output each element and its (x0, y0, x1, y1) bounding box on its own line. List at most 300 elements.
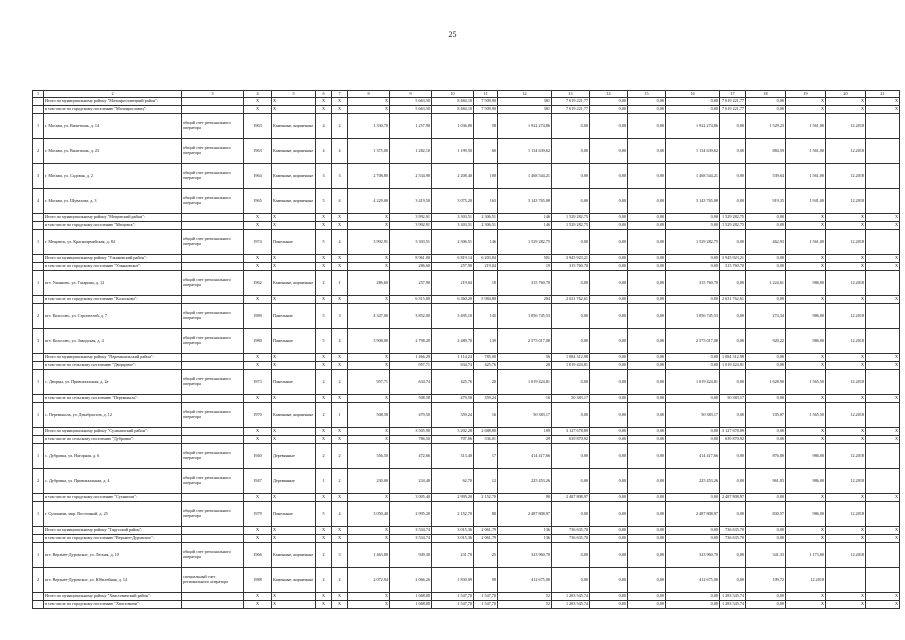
table-cell: X (332, 436, 348, 444)
table-cell: 2 (33, 469, 44, 494)
table-cell: 2 (332, 370, 348, 395)
table-cell: 3 143 765,08 (498, 189, 552, 214)
column-number: 14 (590, 91, 628, 98)
table-cell: 0,00 (590, 139, 628, 164)
table-cell: 0,00 (590, 263, 628, 271)
table-cell: 0,00 (720, 502, 746, 527)
table-cell: X (348, 263, 390, 271)
table-cell: X (316, 222, 332, 230)
table-cell: 2 575 017,08 (498, 329, 552, 354)
table-cell: 1 (33, 502, 44, 527)
table-cell: X (826, 494, 866, 502)
table-cell: X (348, 428, 390, 436)
table-cell: 7 509,90 (474, 106, 498, 114)
table-cell: в том числе по сельскому поселению "Дубровка": (44, 436, 182, 444)
table-cell: 1 468 544,21 (498, 164, 552, 189)
table-cell: Итого по муниципальному району "Мещовский район": (44, 214, 182, 222)
table-cell: X (244, 494, 272, 502)
table-cell: 0,00 (666, 106, 720, 114)
table-cell: 16 (498, 395, 552, 403)
table-cell: X (866, 98, 900, 106)
table-cell: X (316, 296, 332, 304)
table-cell: общий счет регионального оператора (182, 403, 244, 428)
table-cell: 0,00 (746, 527, 786, 535)
column-number: 19 (786, 91, 826, 98)
table-cell: 0,00 (552, 329, 590, 354)
table-cell: 257,90 (432, 263, 474, 271)
table-cell: X (272, 214, 316, 222)
table-cell: 919,35 (746, 189, 786, 214)
table-cell: 0,00 (628, 230, 666, 255)
table-cell: X (316, 255, 332, 263)
table-cell: 1 565,50 (786, 403, 826, 428)
table-cell: X (244, 263, 272, 271)
column-number: 12 (498, 91, 552, 98)
table-cell: 1 019 424,81 (666, 370, 720, 395)
table-cell: 323 960,70 (498, 543, 552, 568)
table-cell (182, 255, 244, 263)
table-cell: 1963 (244, 139, 272, 164)
table-cell: 0,00 (590, 494, 628, 502)
table-cell: 20 (474, 370, 498, 395)
table-cell: 0,00 (628, 354, 666, 362)
house-row (33, 370, 900, 395)
table-cell: 3 945 923,21 (552, 255, 590, 263)
table-cell: 80 (498, 494, 552, 502)
table-cell: Каменные, кирпичные (272, 403, 316, 428)
table-cell: 1 084 312,98 (552, 354, 590, 362)
table-cell: 0,00 (590, 601, 628, 609)
table-cell: X (866, 296, 900, 304)
table-cell: X (348, 296, 390, 304)
table-cell: 1 283 545,74 (720, 601, 746, 609)
table-cell: 381 (498, 98, 552, 106)
table-cell: 12.2018 (826, 370, 866, 395)
table-cell: 0,00 (628, 106, 666, 114)
table-cell: 1 561,00 (786, 164, 826, 189)
table-cell: 0,00 (552, 403, 590, 428)
table-cell: 0,00 (746, 106, 786, 114)
table-cell: 8 484,10 (432, 98, 474, 106)
table-cell: 0,00 (628, 601, 666, 609)
column-number: 3 (182, 91, 244, 98)
table-cell: X (786, 263, 826, 271)
table-cell: 8 961,00 (390, 255, 432, 263)
table-cell: специальный счет регионального оператора (182, 568, 244, 593)
table-cell: X (244, 222, 272, 230)
table-cell: 2 (33, 304, 44, 329)
table-cell: 0,00 (552, 189, 590, 214)
table-cell: 3 050,40 (348, 502, 390, 527)
table-cell: 0,00 (666, 296, 720, 304)
table-cell: 0,00 (590, 214, 628, 222)
table-cell (866, 444, 900, 469)
table-cell: X (348, 535, 390, 543)
table-cell: 3 945 923,21 (720, 255, 746, 263)
house-row (33, 329, 900, 354)
table-cell: X (316, 494, 332, 502)
table-cell: X (316, 436, 332, 444)
table-cell: г. Москва, ул. Шувалова, д. 3 (44, 189, 182, 214)
table-cell: 736 635,70 (552, 527, 590, 535)
column-number: 1 (33, 91, 44, 98)
table-cell: X (866, 214, 900, 222)
table-cell: Итого по муниципальному району "Ульяновский район": (44, 255, 182, 263)
table-cell: X (786, 296, 826, 304)
table-cell: 3 303,51 (390, 230, 432, 255)
table-cell: г. Сухиничи, мкр. Восточный, д. 25 (44, 502, 182, 527)
column-number: 21 (866, 91, 900, 98)
table-cell: 139 (474, 329, 498, 354)
table-cell: 1 547,70 (474, 601, 498, 609)
table-cell: Каменные, кирпичные (272, 271, 316, 296)
subtotal-row (33, 601, 900, 609)
table-cell: 472,66 (390, 444, 432, 469)
table-cell: X (272, 222, 316, 230)
table-cell: 2 152,70 (432, 502, 474, 527)
table-cell: Каменные, кирпичные (272, 543, 316, 568)
column-number: 6 (316, 91, 332, 98)
table-cell: 1 (33, 114, 44, 139)
table-cell: общий счет регионального оператора (182, 543, 244, 568)
table-cell: 0,00 (746, 222, 786, 230)
subtotal-row (33, 222, 900, 230)
table-cell: Деревянные (272, 469, 316, 494)
table-cell: 274,34 (746, 304, 786, 329)
table-cell: 0,00 (746, 362, 786, 370)
table-cell: X (316, 601, 332, 609)
column-number: 20 (826, 91, 866, 98)
table-cell: 1 330,70 (348, 114, 390, 139)
table-cell: 2 995,20 (390, 502, 432, 527)
table-cell: 986,00 (786, 444, 826, 469)
table-cell: Деревянные (272, 444, 316, 469)
table-cell: 2 306,51 (432, 230, 474, 255)
table-cell: X (866, 362, 900, 370)
table-cell: 986,00 (786, 329, 826, 354)
table-cell: X (866, 601, 900, 609)
table-cell: 1 257,90 (390, 114, 432, 139)
table-cell: Итого по муниципальному району "Тарусский район": (44, 527, 182, 535)
table-cell: 0,00 (746, 255, 786, 263)
column-number: 10 (432, 91, 474, 98)
table-cell: 2 (332, 469, 348, 494)
table-cell: 1 (33, 444, 44, 469)
table-cell: с. Дубровка, ул. Привокзальная, д. 4 (44, 469, 182, 494)
table-cell: X (244, 255, 272, 263)
table-cell: 0,00 (666, 494, 720, 502)
table-cell: общий счет регионального оператора (182, 502, 244, 527)
table-cell: 12.2018 (826, 114, 866, 139)
table-cell: 1974 (244, 230, 272, 255)
table-cell: 3 005,40 (390, 494, 432, 502)
table-cell: 0,00 (590, 354, 628, 362)
table-cell: X (826, 354, 866, 362)
table-cell: 4 (332, 329, 348, 354)
table-cell (182, 527, 244, 535)
table-cell: 0,00 (552, 230, 590, 255)
table-cell: 2 066,26 (390, 568, 432, 593)
table-cell: 0,00 (552, 444, 590, 469)
table-cell: X (332, 222, 348, 230)
table-cell: 1 668,00 (390, 593, 432, 601)
table-cell: 163 (474, 189, 498, 214)
table-cell: X (332, 527, 348, 535)
table-cell: 0,00 (720, 114, 746, 139)
table-cell: 0,00 (590, 114, 628, 139)
table-cell: 1947 (244, 469, 272, 494)
table-cell: 12.2018 (786, 568, 826, 593)
table-cell: 3 (33, 164, 44, 189)
table-cell: 0,00 (666, 436, 720, 444)
table-cell: 0,00 (590, 527, 628, 535)
table-cell: 1 565,50 (786, 370, 826, 395)
table-cell (33, 222, 44, 230)
table-cell: X (786, 436, 826, 444)
table-cell: 136 (498, 535, 552, 543)
table-cell: 5 (316, 230, 332, 255)
table-cell: 0,00 (628, 502, 666, 527)
table-cell: 3 015,36 (432, 527, 474, 535)
table-cell: X (316, 98, 332, 106)
table-cell: 136 (498, 527, 552, 535)
table-cell (182, 362, 244, 370)
table-cell: 957,71 (390, 362, 432, 370)
table-cell: 2 798,20 (390, 329, 432, 354)
table-cell: общий счет регионального оператора (182, 114, 244, 139)
table-cell: 0,00 (590, 304, 628, 329)
table-cell: 0,00 (746, 296, 786, 304)
table-cell: 1 283 545,74 (552, 593, 590, 601)
column-number: 8 (348, 91, 390, 98)
table-cell: 1 (33, 403, 44, 428)
table-cell: 231,70 (432, 543, 474, 568)
table-cell: 1 283 545,74 (720, 593, 746, 601)
table-cell: 0,00 (720, 403, 746, 428)
table-cell: X (348, 395, 390, 403)
table-cell: в том числе по городскому поселению "Колосково": (44, 296, 182, 304)
table-cell: 230,00 (348, 469, 390, 494)
column-number: 7 (332, 91, 348, 98)
table-cell: 2 208,40 (432, 164, 474, 189)
table-cell: X (272, 296, 316, 304)
table-cell: 2 708,80 (348, 164, 390, 189)
table-cell: 1 134 639,62 (498, 139, 552, 164)
table-cell: 0,00 (590, 568, 628, 593)
table-cell: X (332, 362, 348, 370)
table-cell: 0,00 (628, 222, 666, 230)
table-cell: 6 360,20 (432, 296, 474, 304)
table-cell (33, 535, 44, 543)
table-cell: X (826, 98, 866, 106)
table-cell (182, 601, 244, 609)
table-cell: в том числе по сельскому поселению "Перемышль": (44, 395, 182, 403)
table-cell: 4 (316, 139, 332, 164)
table-cell: общий счет регионального оператора (182, 271, 244, 296)
table-cell (33, 354, 44, 362)
table-cell: 986,00 (786, 271, 826, 296)
table-cell: X (826, 428, 866, 436)
table-cell: 0,00 (628, 114, 666, 139)
table-cell: 286,60 (348, 271, 390, 296)
table-cell (33, 106, 44, 114)
table-cell: 0,00 (628, 494, 666, 502)
table-cell: 1962 (244, 271, 272, 296)
table-cell: 0,00 (628, 304, 666, 329)
table-cell: 0,00 (628, 329, 666, 354)
table-cell: 341,33 (746, 543, 786, 568)
table-cell (182, 354, 244, 362)
table-cell: X (332, 395, 348, 403)
table-cell: 50 383,17 (666, 403, 720, 428)
table-cell: X (348, 354, 390, 362)
table-cell: 52 (498, 593, 552, 601)
table-cell: 876,80 (746, 444, 786, 469)
table-cell: 786,50 (390, 436, 432, 444)
table-cell: 0,00 (552, 370, 590, 395)
table-cell: 5 (316, 304, 332, 329)
repair-program-table (32, 90, 900, 609)
table-cell: 2 (316, 444, 332, 469)
table-cell: 830,57 (746, 502, 786, 527)
table-cell: 12.2018 (826, 543, 866, 568)
table-cell: 2 (332, 444, 348, 469)
column-number: 17 (720, 91, 746, 98)
table-cell: 0,00 (552, 139, 590, 164)
table-cell: 3 (332, 543, 348, 568)
table-cell: 359,24 (432, 403, 474, 428)
table-cell: X (244, 601, 272, 609)
table-cell: 1 019 424,81 (552, 362, 590, 370)
table-cell: 2 631 762,61 (720, 296, 746, 304)
table-cell: Панельные (272, 230, 316, 255)
table-cell: в том числе по городскому поселению "Сухиничи": (44, 494, 182, 502)
table-cell: 3 127 678,89 (552, 428, 590, 436)
table-cell: 2 487 808,97 (552, 494, 590, 502)
table-cell: 1 019 424,81 (498, 370, 552, 395)
table-cell (866, 568, 900, 593)
table-cell: 0,00 (720, 189, 746, 214)
table-cell: 0,00 (746, 593, 786, 601)
table-cell: 5 663,50 (390, 98, 432, 106)
table-cell: X (244, 106, 272, 114)
table-cell: X (272, 106, 316, 114)
table-cell: X (272, 593, 316, 601)
table-cell: 986,00 (786, 304, 826, 329)
table-cell: 0,00 (666, 428, 720, 436)
table-cell: X (316, 527, 332, 535)
table-cell: 4 229,00 (348, 189, 390, 214)
table-cell: 1 114,24 (432, 354, 474, 362)
subtotal-row (33, 296, 900, 304)
table-cell: 0,00 (746, 98, 786, 106)
table-cell: 1 922 274,86 (666, 114, 720, 139)
table-cell: 957,71 (348, 370, 390, 395)
table-cell (182, 436, 244, 444)
table-cell: 1965 (244, 189, 272, 214)
table-cell: 7 619 221,77 (552, 98, 590, 106)
subtotal-row (33, 362, 900, 370)
table-cell: 0,00 (628, 362, 666, 370)
table-cell: Панельные (272, 329, 316, 354)
table-cell: Каменные, кирпичные (272, 114, 316, 139)
table-cell (33, 296, 44, 304)
table-cell (33, 601, 44, 609)
table-cell: X (786, 428, 826, 436)
table-cell: X (244, 354, 272, 362)
table-cell: 0,00 (628, 469, 666, 494)
table-cell: X (244, 428, 272, 436)
table-cell: 62,70 (432, 469, 474, 494)
table-cell: в том числе по городскому поселению "Верхнее-Дуровское": (44, 535, 182, 543)
table-cell: 12.2018 (826, 271, 866, 296)
table-cell: Каменные, кирпичные (272, 189, 316, 214)
table-cell: X (272, 362, 316, 370)
table-cell: 0,00 (552, 543, 590, 568)
table-cell: X (348, 527, 390, 535)
table-cell: 1964 (244, 164, 272, 189)
table-cell: 4 347,00 (348, 304, 390, 329)
table-cell: 219,04 (432, 271, 474, 296)
subtotal-row (33, 535, 900, 543)
table-cell: X (332, 354, 348, 362)
table-cell: 0,00 (720, 444, 746, 469)
table-cell: 0,00 (666, 222, 720, 230)
table-cell: X (826, 362, 866, 370)
table-cell: 1 (33, 230, 44, 255)
table-cell: X (826, 593, 866, 601)
table-cell: 556,50 (348, 444, 390, 469)
table-cell: 0,00 (552, 568, 590, 593)
table-cell: X (332, 601, 348, 609)
table-cell: 0,00 (720, 304, 746, 329)
table-cell (33, 98, 44, 106)
table-cell: X (348, 494, 390, 502)
table-cell: 12.2018 (826, 164, 866, 189)
table-cell: 1 529 282,75 (552, 222, 590, 230)
table-cell: 0,00 (746, 395, 786, 403)
table-cell: 3 (332, 164, 348, 189)
table-cell: 4 (332, 139, 348, 164)
table-cell: 0,00 (590, 403, 628, 428)
table-cell: 3 534,74 (390, 527, 432, 535)
table-cell: 0,00 (628, 263, 666, 271)
table-cell: 4 (332, 502, 348, 527)
subtotal-row (33, 255, 900, 263)
table-cell: 3 852,00 (390, 304, 432, 329)
table-cell: 0,00 (590, 502, 628, 527)
table-cell: X (316, 428, 332, 436)
table-cell: с. Перемышль, ул. Декабристов, д. 12 (44, 403, 182, 428)
table-cell: 3 505,90 (390, 428, 432, 436)
table-cell: X (826, 222, 866, 230)
table-cell: 0,00 (590, 255, 628, 263)
table-cell (866, 139, 900, 164)
table-cell (182, 395, 244, 403)
table-cell: 0,00 (628, 296, 666, 304)
table-cell: 884,59 (746, 139, 786, 164)
page-number: 25 (448, 30, 457, 39)
table-cell (33, 362, 44, 370)
table-cell: 0,00 (746, 428, 786, 436)
house-row (33, 304, 900, 329)
table-cell (33, 214, 44, 222)
column-number: 4 (244, 91, 272, 98)
table-cell: в том числе по городскому поселению "Мещовск": (44, 222, 182, 230)
table-cell: 109 (498, 428, 552, 436)
table-cell: 736 635,70 (720, 535, 746, 543)
table-cell: 1 (33, 543, 44, 568)
